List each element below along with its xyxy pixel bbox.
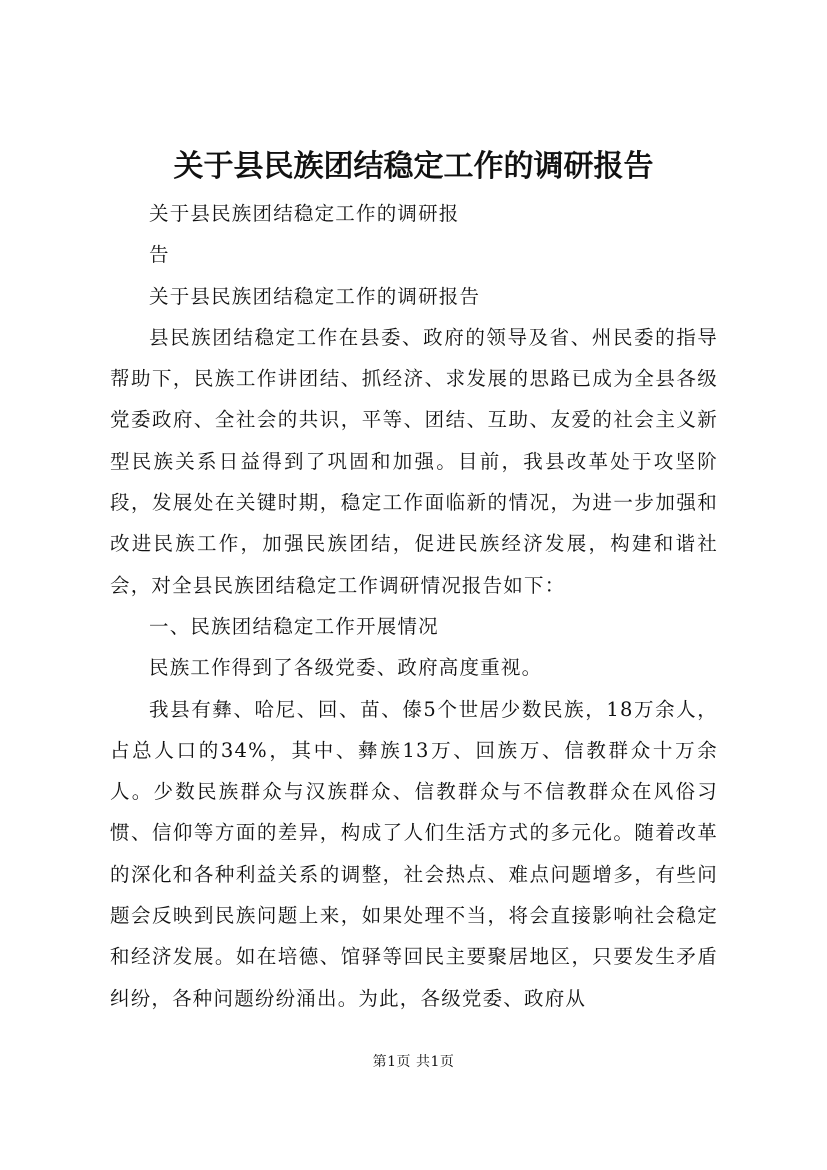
paragraph: 县民族团结稳定工作在县委、政府的领导及省、州民委的指导帮助下，民族工作讲团结、抓经济、求发展的思路已成为全县各级党委政府、全社会的共识，平等、团结、互助、友爱的社会主义新型民族关系日益得到了巩固和加强。目前，我县改革处于攻坚阶段，发展处在关键时期，稳定工作面临新的情况，为进一步加强和改进民族工作，加强民族团结，促进民族经济发展，构建和谐社会，对全县民族团结稳定工作调研情况报告如下：	[110, 325, 718, 597]
page-number-footer: 第1页 共1页	[372, 1054, 455, 1070]
section-heading: 一、民族团结稳定工作开展情况	[149, 614, 439, 638]
paragraph: 我县有彝、哈尼、回、苗、傣5个世居少数民族，18万余人，占总人口的34%，其中、彝族13万、回族万、信教群众十万余人。少数民族群众与汉族群众、信教群众与不信教群众在风俗习惯、信仰等方面的差异，构成了人们生活方式的多元化。随着改革的深化和各种利益关系的调整，社会热点、难点问题增多，有些问题会反映到民族问题上来，如果处理不当，将会直接影响社会稳定和经济发展。如在培德、馆驿等回民主要聚居地区，只要发生矛盾纠纷，各种问题纷纷涌出。为此，各级党委、政府从	[110, 697, 718, 1010]
document-body	[110, 193, 718, 1019]
paragraph: 民族工作得到了各级党委、政府高度重视。	[149, 656, 543, 680]
paragraph: 关于县民族团结稳定工作的调研报告	[149, 284, 481, 308]
paragraph: 关于县民族团结稳定工作的调研报	[149, 202, 460, 225]
document-title: 关于县民族团结稳定工作的调研报告	[173, 149, 654, 184]
paragraph: 告	[149, 243, 170, 267]
